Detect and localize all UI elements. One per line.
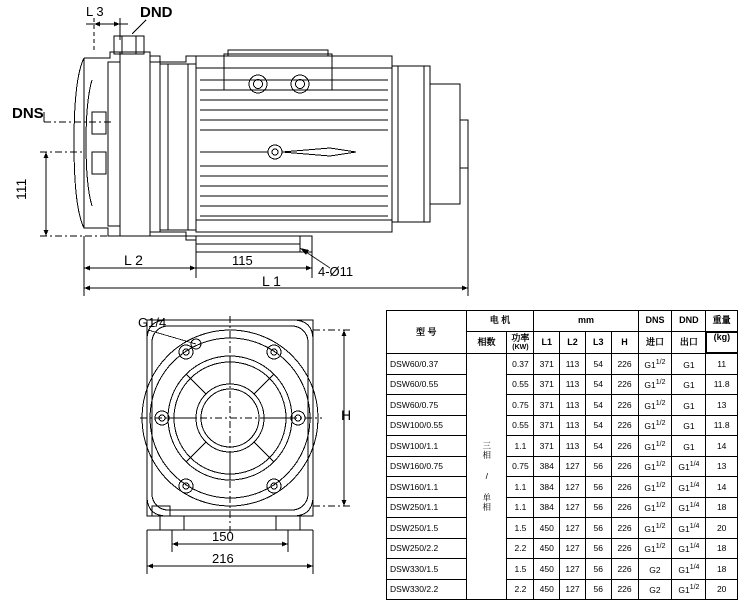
cell-l3: 56 <box>585 518 611 539</box>
cell-dnd: $G1^{1/4}$ <box>672 559 706 580</box>
header-l3: L3 <box>585 331 611 354</box>
cell-dnd: $G1^{1/4}$ <box>672 456 706 477</box>
table-header-row-1 <box>387 311 738 332</box>
header-weight: 重量 <box>706 311 738 332</box>
label-dnd: DND <box>140 4 173 21</box>
cell-l3: 54 <box>585 436 611 457</box>
label-l1: L 1 <box>262 273 281 289</box>
cell-kw: 1.1 <box>507 497 534 518</box>
cell-weight: 20 <box>706 518 738 539</box>
label-150: 150 <box>212 529 234 544</box>
cell-l1: 450 <box>534 538 560 559</box>
cell-l2: 113 <box>560 415 586 436</box>
cell-l1: 384 <box>534 497 560 518</box>
cell-weight: 18 <box>706 559 738 580</box>
cell-weight: 13 <box>706 395 738 416</box>
cell-weight: 14 <box>706 477 738 498</box>
header-dns: DNS <box>638 311 672 332</box>
label-111: 111 <box>13 178 29 200</box>
cell-h: 226 <box>611 354 638 375</box>
label-g14: G1/4 <box>138 315 167 330</box>
table-row <box>387 395 738 416</box>
cell-h: 226 <box>611 497 638 518</box>
cell-kw: 0.55 <box>507 415 534 436</box>
label-216: 216 <box>212 551 234 566</box>
cell-model: DSW330/2.2 <box>387 579 467 600</box>
cell-phase: 三相 / 单相 <box>466 354 507 600</box>
table-row <box>387 538 738 559</box>
cell-l3: 56 <box>585 579 611 600</box>
table-row <box>387 415 738 436</box>
cell-dns: G2 <box>638 579 672 600</box>
label-l3: L 3 <box>86 4 104 19</box>
header-mm: mm <box>534 311 638 332</box>
front-view-dimensions <box>140 316 352 574</box>
cell-dnd: G1 <box>672 374 706 395</box>
header-h: H <box>611 331 638 354</box>
cell-dns: $G1^{1/2}$ <box>638 374 672 395</box>
cell-dns: $G1^{1/2}$ <box>638 415 672 436</box>
cell-model: DSW250/1.5 <box>387 518 467 539</box>
cell-dns: $G1^{1/2}$ <box>638 538 672 559</box>
label-dns: DNS <box>12 105 44 122</box>
cell-dns: $G1^{1/2}$ <box>638 518 672 539</box>
cell-l1: 450 <box>534 518 560 539</box>
header-l1: L1 <box>534 331 560 354</box>
header-dnd: DND <box>672 311 706 332</box>
cell-l3: 56 <box>585 477 611 498</box>
header-model: 型 号 <box>387 311 467 354</box>
cell-kw: 0.37 <box>507 354 534 375</box>
cell-dns: $G1^{1/2}$ <box>638 456 672 477</box>
cell-h: 226 <box>611 538 638 559</box>
header-motor-power: 功率 (KW) <box>507 331 534 354</box>
cell-model: DSW250/2.2 <box>387 538 467 559</box>
table-row <box>387 518 738 539</box>
cell-kw: 0.75 <box>507 456 534 477</box>
cell-l1: 450 <box>534 559 560 580</box>
cell-dnd: G1 <box>672 395 706 416</box>
cell-weight: 11.8 <box>706 415 738 436</box>
cell-h: 226 <box>611 374 638 395</box>
cell-h: 226 <box>611 436 638 457</box>
cell-l1: 371 <box>534 415 560 436</box>
cell-weight: 13 <box>706 456 738 477</box>
cell-l1: 371 <box>534 395 560 416</box>
cell-dnd: $G1^{1/2}$ <box>672 579 706 600</box>
cell-l2: 127 <box>560 559 586 580</box>
cell-l2: 113 <box>560 354 586 375</box>
cell-model: DSW60/0.37 <box>387 354 467 375</box>
cell-l3: 54 <box>585 395 611 416</box>
cell-model: DSW330/1.5 <box>387 559 467 580</box>
cell-kw: 1.5 <box>507 518 534 539</box>
label-bolt-note: 4-Ø11 <box>318 264 354 279</box>
table-row <box>387 579 738 600</box>
cell-h: 226 <box>611 559 638 580</box>
cell-dnd: $G1^{1/4}$ <box>672 518 706 539</box>
cell-h: 226 <box>611 415 638 436</box>
cell-dns: $G1^{1/2}$ <box>638 354 672 375</box>
cell-l3: 56 <box>585 456 611 477</box>
cell-model: DSW100/0.55 <box>387 415 467 436</box>
cell-dnd: $G1^{1/4}$ <box>672 538 706 559</box>
table-body <box>387 354 738 600</box>
cell-l1: 450 <box>534 579 560 600</box>
label-h: H <box>341 407 352 423</box>
cell-dns: G2 <box>638 559 672 580</box>
cell-h: 226 <box>611 456 638 477</box>
header-motor: 电 机 <box>466 311 534 332</box>
cell-model: DSW160/1.1 <box>387 477 467 498</box>
cell-model: DSW160/0.75 <box>387 456 467 477</box>
pump-side-view <box>74 36 468 252</box>
cell-kw: 0.55 <box>507 374 534 395</box>
cell-l3: 56 <box>585 538 611 559</box>
cell-l2: 127 <box>560 477 586 498</box>
cell-l3: 56 <box>585 559 611 580</box>
header-dnd-sub: 出口 <box>672 331 706 354</box>
cell-weight: 20 <box>706 579 738 600</box>
side-view-dimensions <box>40 18 468 296</box>
cell-l3: 54 <box>585 354 611 375</box>
cell-weight: 11.8 <box>706 374 738 395</box>
table-row <box>387 354 738 375</box>
cell-weight: 11 <box>706 354 738 375</box>
table-row <box>387 477 738 498</box>
cell-model: DSW60/0.55 <box>387 374 467 395</box>
cell-weight: 14 <box>706 436 738 457</box>
header-dns-sub: 进口 <box>638 331 672 354</box>
header-motor-phase: 相数 <box>466 331 507 354</box>
table-row <box>387 374 738 395</box>
table-row <box>387 497 738 518</box>
cell-dnd: $G1^{1/4}$ <box>672 497 706 518</box>
cell-l2: 127 <box>560 497 586 518</box>
cell-l2: 127 <box>560 538 586 559</box>
specification-table <box>386 310 738 600</box>
cell-model: DSW100/1.1 <box>387 436 467 457</box>
cell-l3: 56 <box>585 497 611 518</box>
cell-l1: 371 <box>534 374 560 395</box>
cell-l2: 113 <box>560 436 586 457</box>
cell-l2: 113 <box>560 374 586 395</box>
cell-l3: 54 <box>585 415 611 436</box>
table-row <box>387 436 738 457</box>
cell-dnd: G1 <box>672 354 706 375</box>
cell-dnd: G1 <box>672 415 706 436</box>
cell-l1: 371 <box>534 354 560 375</box>
cell-h: 226 <box>611 395 638 416</box>
cell-dnd: G1 <box>672 436 706 457</box>
cell-model: DSW250/1.1 <box>387 497 467 518</box>
cell-model: DSW60/0.75 <box>387 395 467 416</box>
cell-kw: 1.5 <box>507 559 534 580</box>
cell-kw: 2.2 <box>507 579 534 600</box>
cell-dns: $G1^{1/2}$ <box>638 436 672 457</box>
cell-dns: $G1^{1/2}$ <box>638 497 672 518</box>
cell-l3: 54 <box>585 374 611 395</box>
cell-l2: 127 <box>560 456 586 477</box>
cell-h: 226 <box>611 477 638 498</box>
label-115: 115 <box>232 253 253 268</box>
header-weight-unit: (kg) <box>706 332 737 354</box>
cell-h: 226 <box>611 579 638 600</box>
label-l2: L 2 <box>124 252 143 268</box>
cell-dnd: $G1^{1/4}$ <box>672 477 706 498</box>
cell-h: 226 <box>611 518 638 539</box>
cell-l2: 127 <box>560 579 586 600</box>
cell-l2: 127 <box>560 518 586 539</box>
table-row <box>387 456 738 477</box>
cell-l1: 371 <box>534 436 560 457</box>
cell-weight: 18 <box>706 497 738 518</box>
cell-l1: 384 <box>534 477 560 498</box>
cell-l2: 113 <box>560 395 586 416</box>
cell-kw: 1.1 <box>507 477 534 498</box>
cell-weight: 18 <box>706 538 738 559</box>
cell-l1: 384 <box>534 456 560 477</box>
cell-kw: 2.2 <box>507 538 534 559</box>
cell-kw: 0.75 <box>507 395 534 416</box>
table-row <box>387 559 738 580</box>
header-l2: L2 <box>560 331 586 354</box>
cell-dns: $G1^{1/2}$ <box>638 395 672 416</box>
cell-kw: 1.1 <box>507 436 534 457</box>
cell-dns: $G1^{1/2}$ <box>638 477 672 498</box>
